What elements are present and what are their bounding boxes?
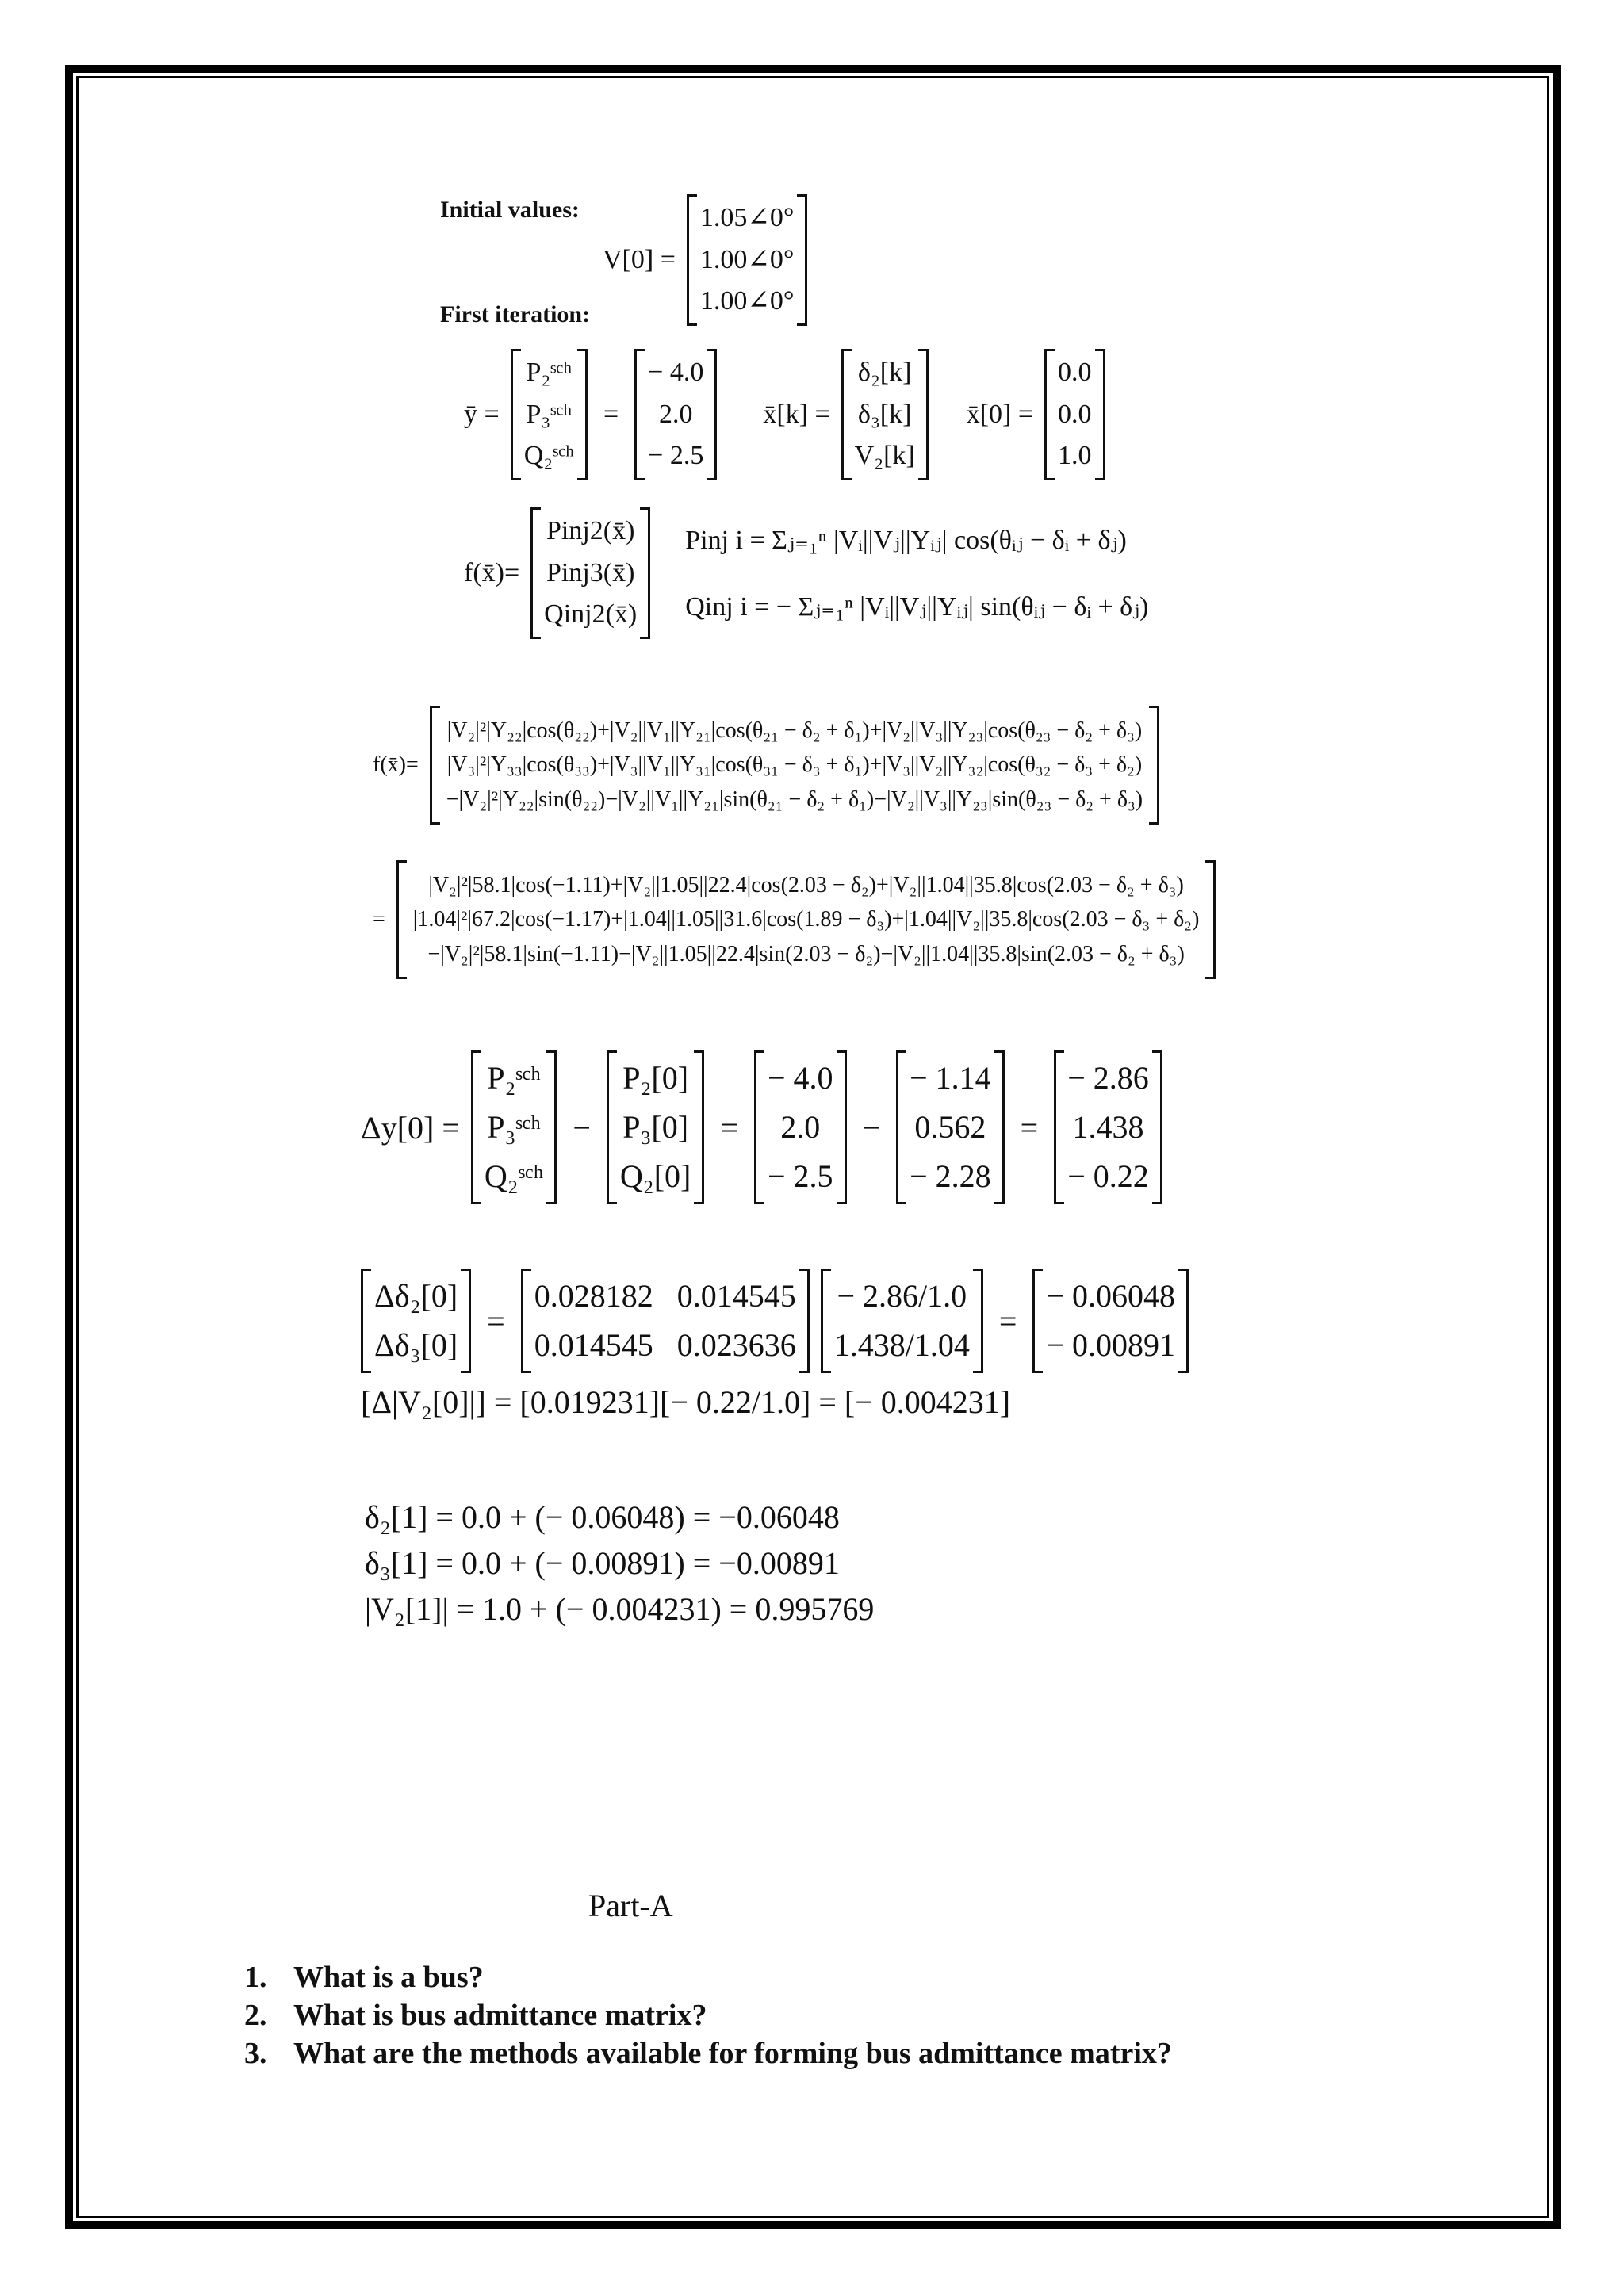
jacobian-cell: 0.023636 (676, 1327, 796, 1363)
update-line: δ₃[1] = 0.0 + (− 0.00891) = −0.00891 (365, 1545, 840, 1581)
jacobian-cell: 0.014545 (534, 1327, 653, 1363)
f-expanded-row: |V₃|²|Y₃₃|cos(θ₃₃)+|V₃||V₁||Y₃₁|cos(θ₃₁ − δ₃ + δ₁)+|V₃||V₂||Y₃₂|cos(θ₃₂ − δ₃ + δ₂) (446, 752, 1143, 778)
dy-lhs: Δy[0] = (361, 1109, 460, 1146)
dd-rhs: − 2.86/1.0 (837, 1278, 967, 1314)
dy-v2: 0.562 (914, 1109, 986, 1145)
x0-lhs: x̄[0] = (966, 400, 1034, 430)
f-numeric-row: −|V₂|²|58.1|sin(−1.11)−|V₂||1.05||22.4|sin(2.03 − δ₂)−|V₂||1.04||35.8|sin(2.03 − δ₂ + δ₃) (427, 941, 1185, 966)
update-line: δ₂[1] = 0.0 + (− 0.06048) = −0.06048 (365, 1499, 840, 1535)
v0-lhs: V[0] = (603, 245, 676, 275)
jacobian-cell: 0.014545 (676, 1278, 796, 1314)
f-expanded-equation (373, 706, 1159, 825)
f-lhs: f(x̄)= (464, 558, 520, 588)
f-row: Pinj3(x̄) (546, 557, 635, 587)
question-item: 3. What are the methods available for forming bus admittance matrix? (244, 2037, 1172, 2070)
f-numeric-lhs: = (373, 907, 385, 932)
dy-calc: P₃[0] (622, 1109, 689, 1145)
v0-row: 1.00∠0° (699, 244, 795, 274)
v0-row: 1.00∠0° (699, 286, 795, 316)
first-iteration-label: First iteration: (440, 301, 591, 327)
dy-calc: P₂[0] (622, 1060, 689, 1096)
jacobian-cell: 0.028182 (534, 1278, 653, 1314)
p-injection-formula: Pinj i = Σⱼ₌₁ⁿ |Vᵢ||Vⱼ||Yᵢⱼ| cos(θᵢⱼ − δᵢ + δⱼ) (685, 526, 1127, 556)
dy-v3: − 0.22 (1067, 1158, 1149, 1194)
x0-row: 1.0 (1058, 441, 1092, 471)
mismatch-vector-equation: Δy[0] = P₂ˢᶜʰ P₃ˢᶜʰ Q₂ˢᶜʰ − P₂[0] P₃[0] Q₂[0] = − 4.0 2.0 − 2.5 − − 1.14 0.562 − 2.28 = − 2.86 1.438 − 0.22 (361, 1050, 1162, 1204)
dy-v3: − 2.86 (1067, 1060, 1149, 1096)
injection-function-definition (464, 507, 1148, 639)
f-row: Qinj2(x̄) (544, 599, 638, 629)
question-list (244, 1958, 1172, 2072)
y-value: − 2.5 (648, 441, 704, 471)
y-row: P₃ˢᶜʰ (526, 399, 573, 429)
dd-result: − 0.06048 (1046, 1278, 1175, 1314)
question-item: 1. What is a bus? (244, 1961, 484, 1994)
schedule-vector-equation: ȳ = P₂ˢᶜʰ P₃ˢᶜʰ Q₂ˢᶜʰ = − 4.0 2.0 − 2.5 x̄[k] = δ₂[k] δ₃[k] V₂[k] x̄[0] = 0.0 0.0 1.0 (464, 349, 1105, 480)
q-injection-formula: Qinj i = − Σⱼ₌₁ⁿ |Vᵢ||Vⱼ||Yᵢⱼ| sin(θᵢⱼ − δᵢ + δⱼ) (685, 592, 1149, 622)
xk-row: δ₃[k] (857, 399, 912, 429)
initial-voltage-vector (603, 194, 807, 326)
f-row: Pinj2(x̄) (546, 516, 635, 545)
updated-state-values (365, 1494, 874, 1632)
dy-v3: 1.438 (1072, 1109, 1144, 1145)
dy-sch: Q₂ˢᶜʰ (484, 1158, 544, 1194)
xk-row: δ₂[k] (857, 358, 912, 387)
question-item: 2. What is bus admittance matrix? (244, 1999, 707, 2032)
dd-rhs: 1.438/1.04 (833, 1327, 970, 1363)
x0-row: 0.0 (1058, 399, 1092, 429)
y-row: Q₂ˢᶜʰ (523, 441, 574, 471)
dy-calc: Q₂[0] (619, 1158, 691, 1194)
f-numeric-equation (373, 860, 1216, 979)
y-row: P₂ˢᶜʰ (526, 358, 573, 387)
angle-correction-equation: Δδ₂[0] Δδ₃[0] = 0.028182 0.014545 0.014545 0.023636 − 2.86/1.0 1.438/1.04 = − 0.06048 − 0.00891 (361, 1269, 1189, 1373)
f-expanded-lhs: f(x̄)= (373, 752, 419, 778)
dd-result: − 0.00891 (1046, 1327, 1175, 1363)
dy-v1: 2.0 (780, 1109, 821, 1145)
y-lhs: ȳ = (464, 400, 500, 430)
initial-values-label: Initial values: (440, 197, 580, 223)
dy-sch: P₂ˢᶜʰ (487, 1060, 542, 1096)
f-expanded-row: −|V₂|²|Y₂₂|sin(θ₂₂)−|V₂||V₁||Y₂₁|sin(θ₂₁ − δ₂ + δ₁)−|V₂||V₃||Y₂₃|sin(θ₂₃ − δ₂ + δ₃) (446, 786, 1143, 812)
f-numeric-row: |1.04|²|67.2|cos(−1.17)+|1.04||1.05||31.6|cos(1.89 − δ₃)+|1.04||V₂||35.8|cos(2.03 − δ₃ + δ₂) (412, 907, 1200, 932)
xk-lhs: x̄[k] = (763, 400, 830, 430)
update-line: |V₂[1]| = 1.0 + (− 0.004231) = 0.995769 (365, 1591, 875, 1627)
xk-row: V₂[k] (854, 441, 915, 471)
v0-row: 1.05∠0° (699, 203, 795, 232)
part-a-heading: Part-A (588, 1888, 673, 1923)
y-value: 2.0 (658, 399, 693, 429)
dy-sch: P₃ˢᶜʰ (487, 1109, 542, 1145)
y-value: − 4.0 (648, 358, 704, 387)
dy-v2: − 2.28 (910, 1158, 991, 1194)
dd-lhs: Δδ₃[0] (374, 1327, 458, 1363)
x0-row: 0.0 (1058, 358, 1092, 387)
dy-v2: − 1.14 (910, 1060, 991, 1096)
dy-v1: − 2.5 (767, 1158, 833, 1194)
f-expanded-row: |V₂|²|Y₂₂|cos(θ₂₂)+|V₂||V₁||Y₂₁|cos(θ₂₁ − δ₂ + δ₁)+|V₂||V₃||Y₂₃|cos(θ₂₃ − δ₂ + δ₃) (446, 718, 1143, 743)
voltage-correction-equation: [Δ|V₂[0]|] = [0.019231][− 0.22/1.0] = [− 0.004231] (361, 1384, 1011, 1420)
dy-v1: − 4.0 (767, 1060, 833, 1096)
dd-lhs: Δδ₂[0] (374, 1278, 458, 1314)
f-numeric-row: |V₂|²|58.1|cos(−1.11)+|V₂||1.05||22.4|cos(2.03 − δ₂)+|V₂||1.04||35.8|cos(2.03 − δ₂ + δ₃) (428, 873, 1184, 897)
